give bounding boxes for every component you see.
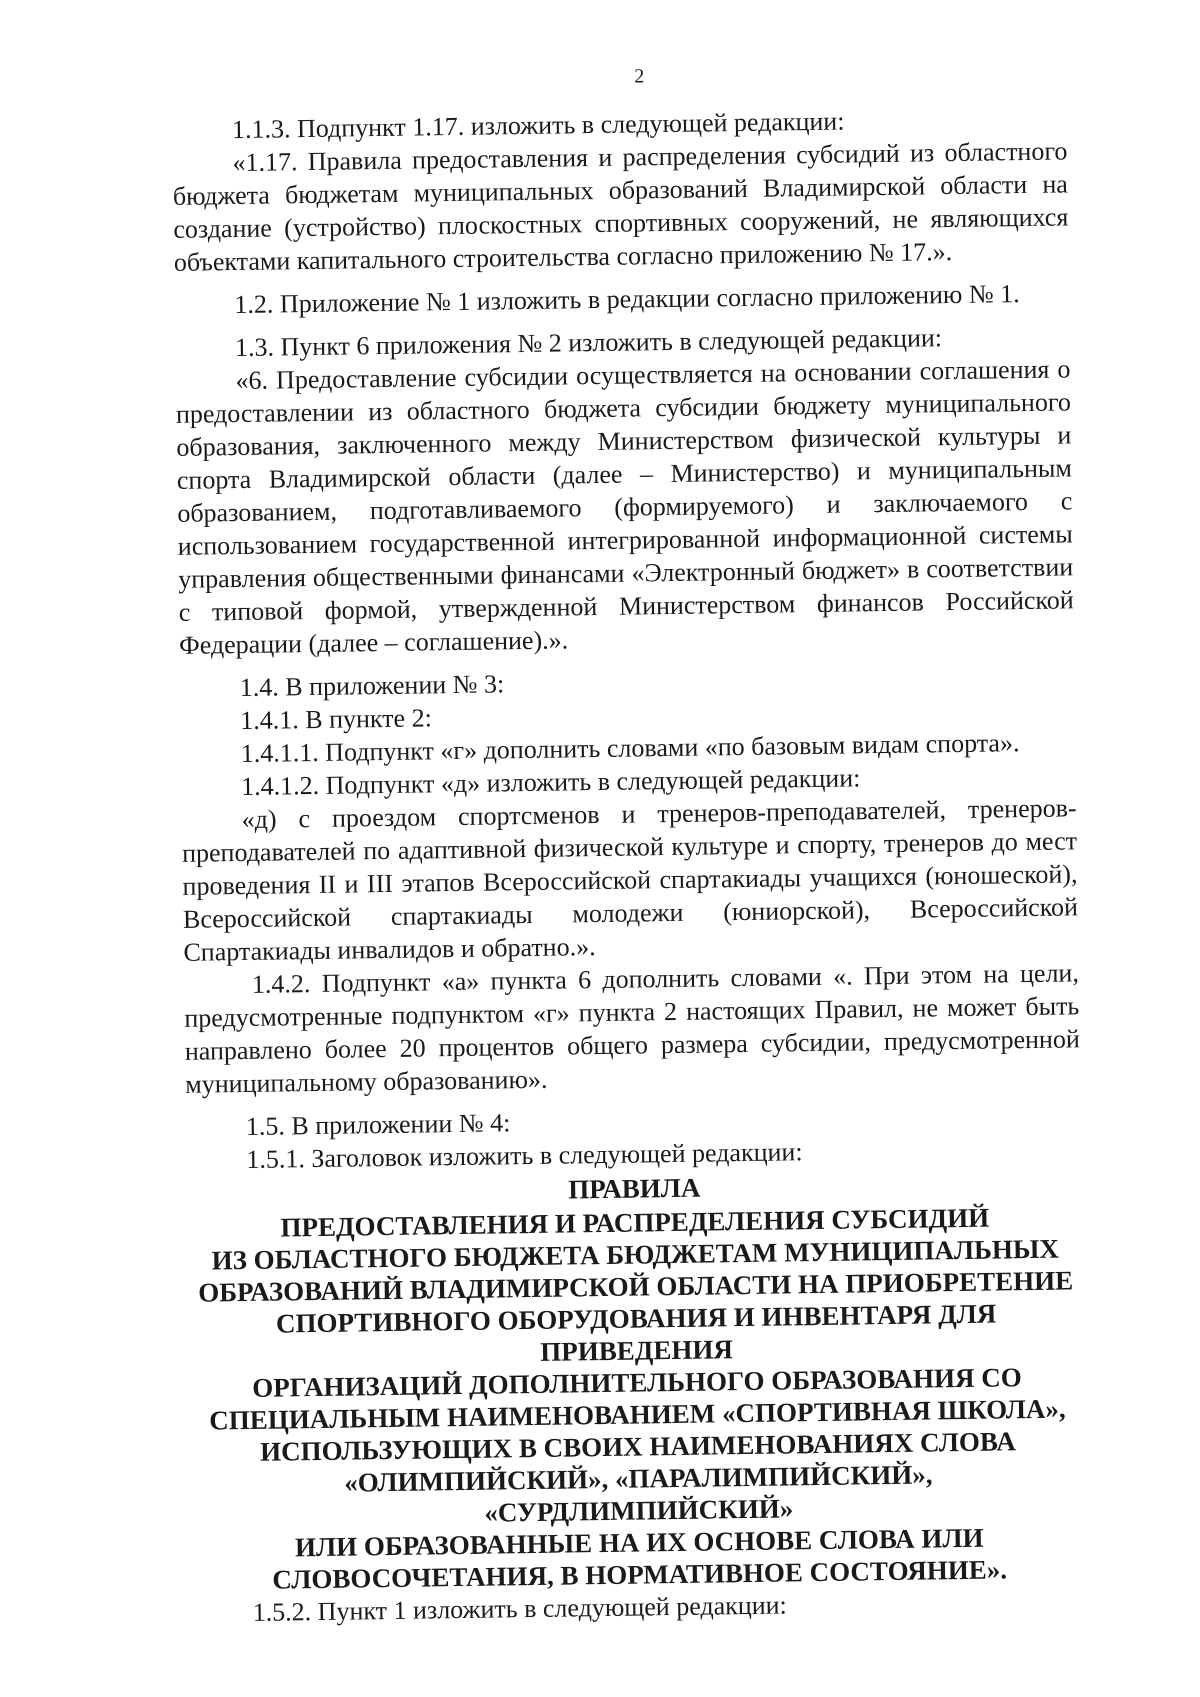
- title-line: ПРАВИЛА: [568, 1172, 701, 1205]
- paragraph-d-text: «д) с проездом спортсменов и тренеров-преподавателей, тренеров-преподавателей по адаптивной физической культуре и спорту, тренеров до мест проведения II и III этапов Всероссийской спартакиады учащихся (юношеской), Всероссийской спартакиады молодежи (юниорской), Всероссийской Спартакиады инвалидов и обратно.».: [181, 793, 1079, 967]
- paragraph-1-5-2: 1.5.2. Пункт 1 изложить в следующей редакции:: [252, 1590, 787, 1627]
- title-line: ПРЕДОСТАВЛЕНИЯ И РАСПРЕДЕЛЕНИЯ СУБСИДИЙ: [280, 1202, 990, 1243]
- paragraph-6-text: «6. Предоставление субсидии осуществляется на основании соглашения о предоставлении из областного бюджета субсидии бюджету муниципального образования, заключенного между Министерством физической культуры и спорта Владимирской области (далее – Министерство) и муниципальным образованием, подготавливаемого (формируемого) и заключаемого с использованием государственной интегрированной информационной системы управления общественными финансами «Электронный бюджет» в соответствии с типовой формой, утвержденной Министерством финансов Российской Федерации (далее – соглашение).».: [175, 354, 1074, 660]
- paragraph-1-4-2: 1.4.2. Подпункт «а» пункта 6 дополнить словами «. При этом на цели, предусмотренные подпунктом «г» пункта 2 настоящих Правил, не может быть направлено более 20 процентов общего размера субсидии, предусмотренной муниципальному образованию».: [184, 958, 1080, 1099]
- paragraph-1-1-3: 1.1.3. Подпункт 1.17. изложить в следующей редакции:: [231, 106, 845, 145]
- title-line: ИСПОЛЬЗУЮЩИХ В СВОИХ НАИМЕНОВАНИЯХ СЛОВА: [259, 1426, 1016, 1467]
- paragraph-1-4: 1.4. В приложении № 3:: [239, 669, 505, 703]
- page-number: 2: [634, 65, 645, 88]
- title-line: СЛОВОСОЧЕТАНИЯ, В НОРМАТИВНОЕ СОСТОЯНИЕ».: [272, 1554, 1008, 1595]
- paragraph-1-4-1-1: 1.4.1.1. Подпункт «г» дополнить словами «по базовым видам спорта».: [240, 728, 1020, 769]
- paragraph-1-5: 1.5. В приложении № 4:: [245, 1108, 511, 1141]
- title-line: ОРГАНИЗАЦИЙ ДОПОЛНИТЕЛЬНОГО ОБРАЗОВАНИЯ СО: [252, 1362, 1022, 1403]
- title-line: ОБРАЗОВАНИЙ ВЛАДИМИРСКОЙ ОБЛАСТИ НА ПРИОБРЕТЕНИЕ: [197, 1265, 1074, 1308]
- document-body: [172, 101, 1088, 1629]
- title-line: СПОРТИВНОГО ОБОРУДОВАНИЯ И ИНВЕНТАРЯ ДЛЯ ПРИВЕДЕНИЯ: [275, 1298, 997, 1367]
- paragraph-1-17-text: «1.17. Правила предоставления и распределения субсидий из областного бюджета бюджетам муниципальных образований Владимирской области на создание (устройство) плоскостных спортивных сооружений, не являющихся объектами капитального строительства согласно приложению № 17.».: [172, 136, 1069, 277]
- rules-title: [187, 1166, 1088, 1596]
- paragraph-1-2: 1.2. Приложение № 1 изложить в редакции согласно приложению № 1.: [234, 279, 1020, 320]
- paragraph-1-4-1: 1.4.1. В пункте 2:: [240, 703, 433, 736]
- paragraph-1-4-1-2: 1.4.1.2. Подпункт «д» изложить в следующей редакции:: [240, 763, 861, 802]
- title-line: ИЗ ОБЛАСТНОГО БЮДЖЕТА БЮДЖЕТАМ МУНИЦИПАЛЬНЫХ: [211, 1233, 1060, 1276]
- title-line: СПЕЦИАЛЬНЫМ НАИМЕНОВАНИЕМ «СПОРТИВНАЯ ШКОЛА»,: [209, 1393, 1066, 1436]
- title-line: «ОЛИМПИЙСКИЙ», «ПАРАЛИМПИЙСКИЙ», «СУРДЛИМПИЙСКИЙ»: [344, 1459, 933, 1528]
- title-line: ИЛИ ОБРАЗОВАННЫЕ НА ИХ ОСНОВЕ СЛОВА ИЛИ: [294, 1522, 984, 1563]
- paragraph-1-5-1: 1.5.1. Заголовок изложить в следующей редакции:: [246, 1137, 803, 1174]
- paragraph-1-3: 1.3. Пункт 6 приложения № 2 изложить в следующей редакции:: [234, 323, 943, 363]
